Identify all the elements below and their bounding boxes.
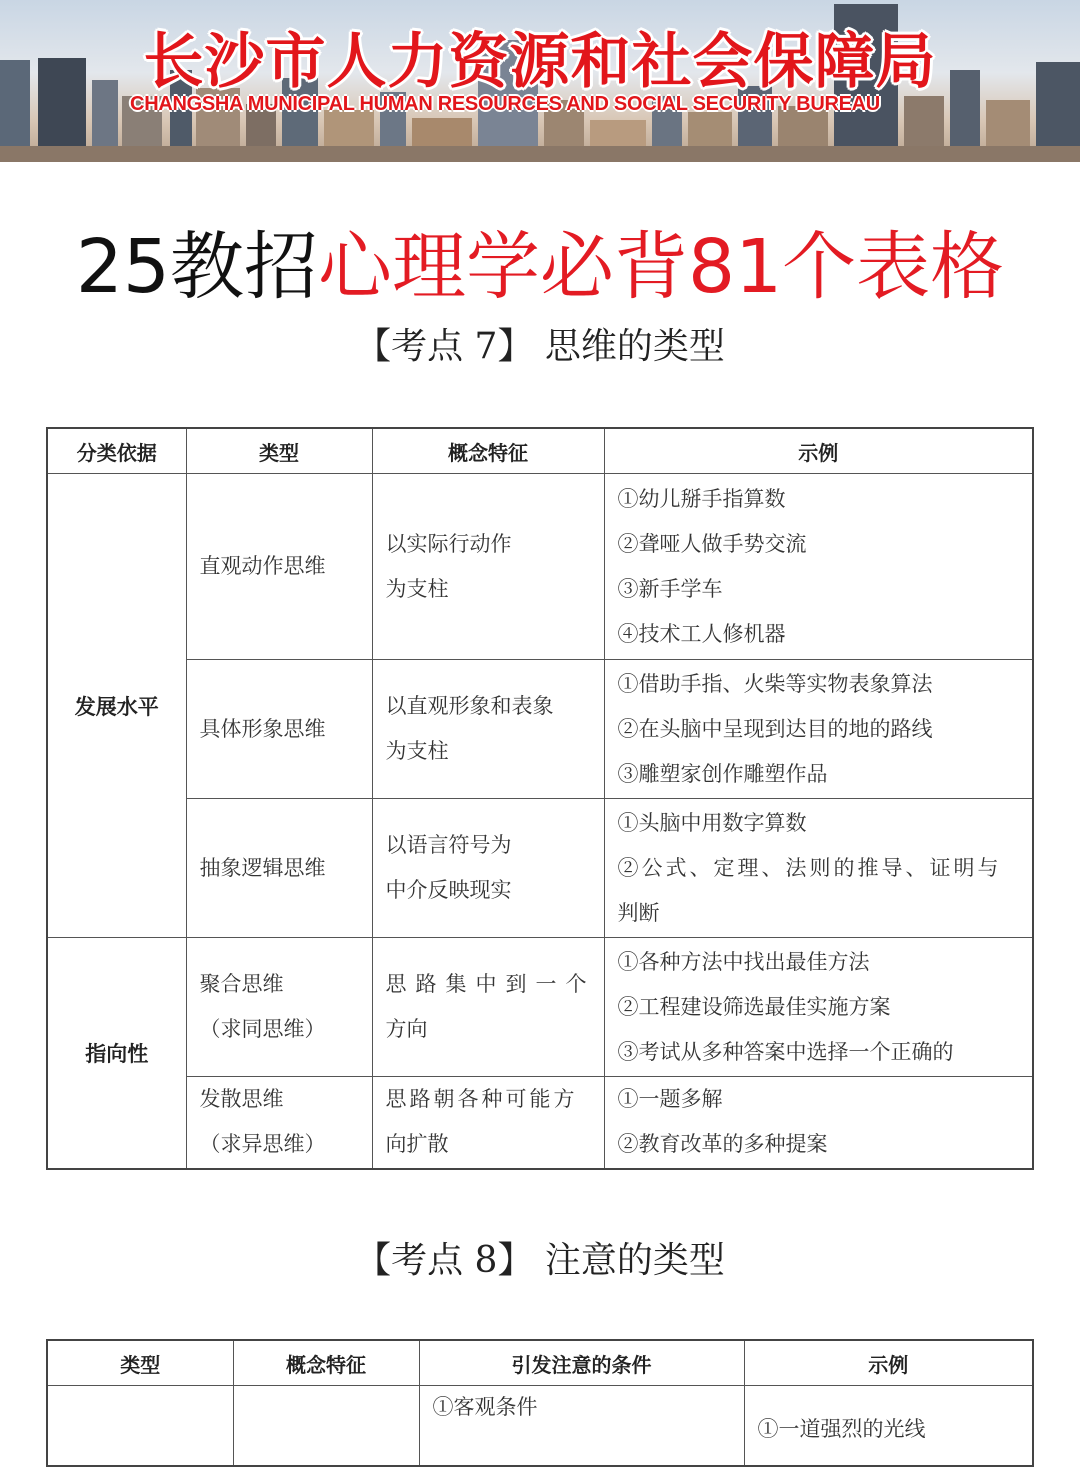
feature-text: 思路朝各种可能方 (385, 1087, 578, 1112)
example-text: ②教育改革的多种提案 (617, 1132, 828, 1157)
basis-cell: 指向性 (47, 938, 186, 1169)
feature-cell (372, 799, 604, 938)
feature-text: 向扩散 (385, 1132, 449, 1157)
feature-text: 中介反映现实 (385, 878, 512, 902)
header-feature: 概念特征 (233, 1340, 419, 1386)
type-cell (186, 799, 372, 938)
header-feature: 概念特征 (372, 428, 604, 474)
condition-cell (419, 1386, 744, 1466)
feature-text: 为支柱 (385, 576, 449, 601)
banner (0, 0, 1080, 162)
header-example: 示例 (744, 1340, 1033, 1386)
example-cell (744, 1386, 1033, 1466)
table-row (47, 1386, 1033, 1466)
header-example: 示例 (604, 428, 1033, 474)
example-text: ②公式、定理、法则的推导、证明与 (617, 855, 1002, 880)
page-title (0, 222, 1080, 312)
feature-cell (372, 1077, 604, 1169)
feature-text: 以语言符号为 (385, 833, 512, 857)
example-text: 判断 (617, 900, 660, 925)
basis-cell: 发展水平 (47, 474, 186, 938)
type-cell (47, 1386, 233, 1466)
type-text: 发散思维 (199, 1087, 284, 1112)
type-text: 聚合思维 (199, 972, 284, 996)
example-text: ①幼儿掰手指算数 (617, 486, 786, 511)
type-cell (186, 474, 372, 660)
feature-text: 方向 (385, 1017, 428, 1041)
feature-cell (372, 474, 604, 660)
header-type: 类型 (47, 1340, 233, 1386)
type-text: 抽象逻辑思维 (199, 855, 326, 880)
feature-cell (372, 938, 604, 1077)
title-black-part: 25教招 (75, 224, 318, 310)
example-cell (604, 938, 1033, 1077)
type-text: （求同思维） (199, 1017, 326, 1041)
bureau-title: 长沙市人力资源和社会保障局 (143, 27, 937, 97)
table-row (47, 474, 1033, 660)
table-row (47, 1077, 1033, 1169)
type-text: 具体形象思维 (199, 716, 326, 741)
header-condition: 引发注意的条件 (419, 1340, 744, 1386)
type-text: （求异思维） (199, 1132, 326, 1157)
header-type: 类型 (186, 428, 372, 474)
header-basis: 分类依据 (47, 428, 186, 474)
example-text: ③考试从多种答案中选择一个正确的 (617, 1039, 954, 1064)
example-text: ①借助手指、火柴等实物表象算法 (617, 671, 933, 696)
table-row (47, 938, 1033, 1077)
attention-types-table (46, 1339, 1034, 1467)
section8-title: 【考点 8】 注意的类型 (355, 1240, 725, 1281)
type-cell (186, 1077, 372, 1169)
condition-text: ①客观条件 (432, 1395, 538, 1419)
table-row (47, 660, 1033, 799)
example-text: ④技术工人修机器 (617, 621, 786, 646)
example-text: ②在头脑中呈现到达目的地的路线 (617, 716, 933, 741)
example-cell (604, 1077, 1033, 1169)
type-text: 直观动作思维 (199, 554, 326, 578)
title-red-part: 心理学必背81个表格 (318, 224, 1005, 310)
feature-text: 思路集中到一个 (385, 972, 596, 996)
bureau-subtitle: CHANGSHA MUNICIPAL HUMAN RESOURCES AND SOCIAL SECURITY BUREAU (130, 93, 880, 115)
example-text: ①一道强烈的光线 (757, 1417, 926, 1441)
table-header-row (47, 428, 1033, 474)
example-cell (604, 799, 1033, 938)
example-text: ①一题多解 (617, 1087, 723, 1112)
feature-cell (372, 660, 604, 799)
example-text: ②聋哑人做手势交流 (617, 531, 807, 556)
table-header-row (47, 1340, 1033, 1386)
feature-text: 以直观形象和表象 (385, 694, 554, 718)
type-cell (186, 660, 372, 799)
section7-title: 【考点 7】 思维的类型 (355, 326, 725, 367)
feature-cell (233, 1386, 419, 1466)
type-cell (186, 938, 372, 1077)
example-text: ③雕塑家创作雕塑作品 (617, 761, 828, 786)
example-cell (604, 660, 1033, 799)
feature-text: 为支柱 (385, 739, 449, 763)
example-text: ①头脑中用数字算数 (617, 810, 807, 835)
example-text: ①各种方法中找出最佳方法 (617, 949, 870, 974)
table-row (47, 799, 1033, 938)
example-text: ③新手学车 (617, 576, 723, 601)
example-cell (604, 474, 1033, 660)
thinking-types-table (46, 427, 1034, 1170)
feature-text: 以实际行动作 (385, 531, 512, 556)
example-text: ②工程建设筛选最佳实施方案 (617, 994, 891, 1019)
